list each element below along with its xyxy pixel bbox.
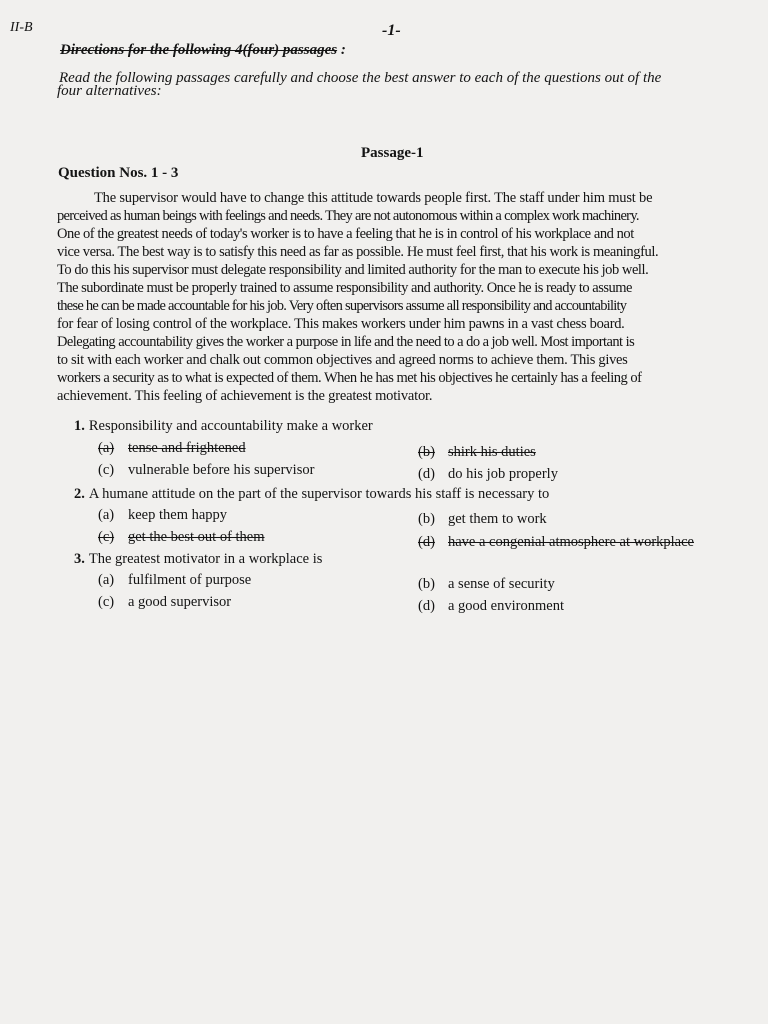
directions-colon: : [340,42,346,58]
option-text: have a congenial atmosphere at workplace [448,534,694,550]
option-text: vulnerable before his supervisor [128,462,315,478]
question-number: 1. [74,418,85,434]
question-text: Responsibility and accountability make a worker [88,418,373,434]
option-label: (d) [418,534,435,550]
passage-line: workers a security as to what is expected of them. When he has met his objectives he certainly has a feeling of [57,370,642,386]
passage-line: vice versa. The best way is to satisfy this need as far as possible. He must feel first, that his work is meaningful. [57,244,659,260]
option-label: (c) [98,462,115,478]
option-label: (d) [418,598,435,614]
passage-line: To do this his supervisor must delegate responsibility and limited authority for the man to execute his job well. [57,262,649,278]
corner-label: II-B [10,20,33,35]
q1-option-a[interactable] [98,440,246,457]
passage-line: achievement. This feeling of achievement is the greatest motivator. [57,388,433,404]
option-text: tense and frightened [128,440,246,456]
q1-option-c[interactable] [98,462,314,479]
passage-line: perceived as human beings with feelings and needs. They are not autonomous within a complex work machinery. [57,208,639,224]
option-label: (a) [98,507,115,523]
option-label: (b) [418,511,435,527]
option-label: (a) [98,440,115,456]
option-text: get the best out of them [128,529,265,545]
q3-option-b[interactable] [418,576,555,593]
passage-line: to sit with each worker and chalk out common objectives and agreed norms to achieve them. This gives [57,352,628,368]
option-label: (c) [98,529,115,545]
q3-option-c[interactable] [98,594,231,611]
option-label: (c) [98,594,115,610]
q2-option-d[interactable] [418,534,694,551]
q2-option-a[interactable] [98,507,227,524]
passage-line: these he can be made accountable for his job. Very often supervisors assume all responsibility and accountability [57,298,627,314]
option-text: do his job properly [448,466,558,482]
q3-option-a[interactable] [98,572,251,589]
option-text: a good environment [448,598,564,614]
directions-heading [60,42,346,59]
question-text: A humane attitude on the part of the supervisor towards his staff is necessary to [88,486,550,502]
q2-option-c[interactable] [98,529,265,546]
directions-title: Directions for the following 4(four) passages [60,42,338,58]
question-2 [74,486,549,503]
question-text: The greatest motivator in a workplace is [88,551,323,567]
page-number: -1- [382,22,401,39]
option-text: fulfilment of purpose [128,572,252,588]
instruction-line-2: four alternatives: [57,83,162,99]
option-label: (b) [418,576,435,592]
option-label: (b) [418,444,435,460]
option-text: a sense of security [448,576,555,592]
question-number: 2. [74,486,85,502]
q1-option-d[interactable] [418,466,558,483]
passage-line: The subordinate must be properly trained to assume responsibility and authority. Once he is ready to assume [57,280,632,296]
option-text: keep them happy [128,507,228,523]
instruction-line-1: Read the following passages carefully and choose the best answer to each of the questions out of the [59,70,662,86]
option-text: shirk his duties [448,444,536,460]
question-number: 3. [74,551,85,567]
q1-option-b[interactable] [418,444,536,461]
option-text: get them to work [448,511,547,527]
passage-line: One of the greatest needs of today's worker is to have a feeling that he is in control of his workplace and not [57,226,634,242]
question-range: Question Nos. 1 - 3 [58,165,179,181]
option-label: (a) [98,572,115,588]
question-3 [74,551,322,568]
question-1 [74,418,373,435]
passage-line: The supervisor would have to change this attitude towards people first. The staff under him must be [94,190,653,206]
option-label: (d) [418,466,435,482]
option-text: a good supervisor [128,594,232,610]
passage-line: Delegating accountability gives the worker a purpose in life and the need to a do a job well. Most important is [57,334,635,350]
q2-option-b[interactable] [418,511,547,528]
q3-option-d[interactable] [418,598,564,615]
passage-title: Passage-1 [361,145,424,161]
passage-line: for fear of losing control of the workplace. This makes workers under him pawns in a vast chess board. [57,316,625,332]
